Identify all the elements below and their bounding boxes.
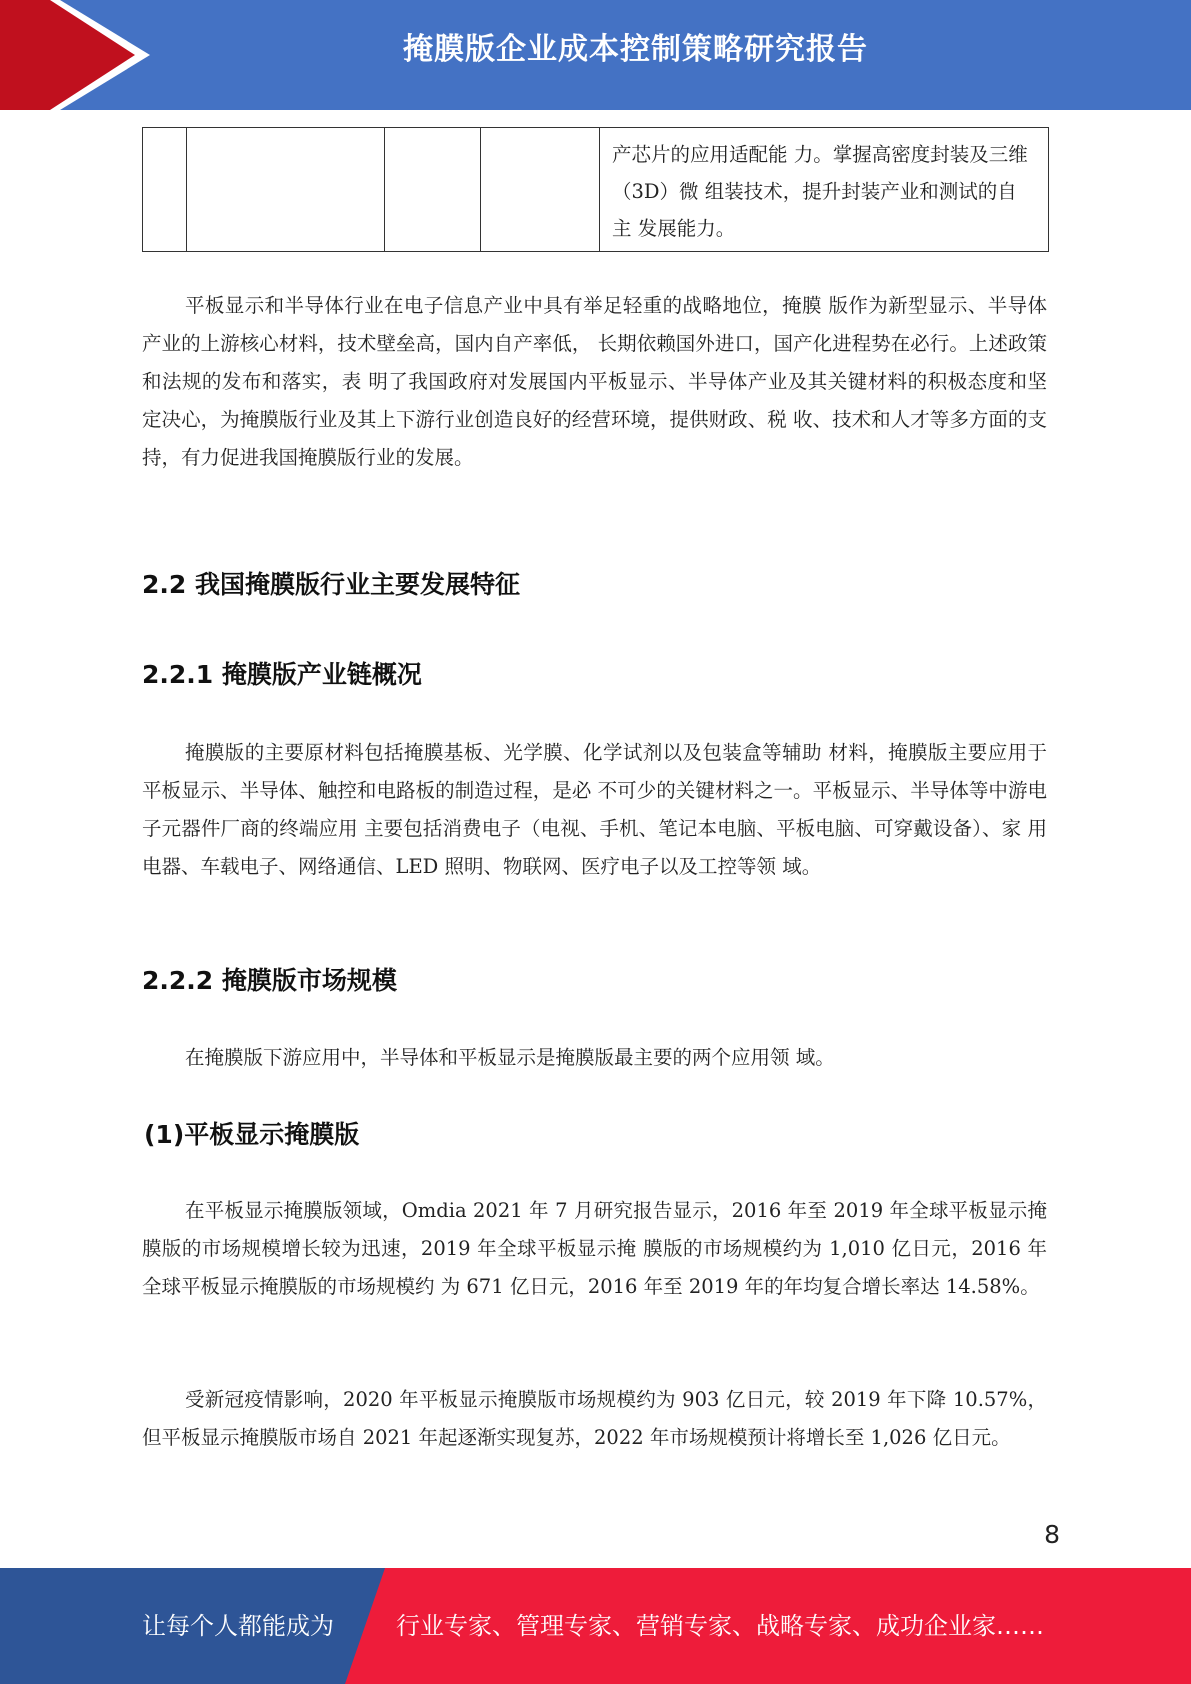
section-heading-2-2-1: 2.2.1 掩膜版产业链概况 (142, 660, 422, 689)
paragraph-policy-summary: 平板显示和半导体行业在电子信息产业中具有举足轻重的战略地位，掩膜 版作为新型显示、半导体产业的上游核心材料，技术壁垒高，国内自产率低， 长期依赖国外进口，国产化进程势在必行。上述政策和法规的发布和落实，表 明了我国政府对发展国内平板显示、半导体产业及其关键材料的积极态度和坚 定决心，为掩膜版行业及其上下游行业创造良好的经营环境，提供财政、税 收、技术和人才等多方面的支持，有力促进我国掩膜版行业的发展。 (142, 294, 1047, 469)
section-heading-2-2: 2.2 我国掩膜版行业主要发展特征 (142, 570, 520, 599)
paragraph-industry-chain: 掩膜版的主要原材料包括掩膜基板、光学膜、化学试剂以及包装盒等辅助 材料，掩膜版主要应用于平板显示、半导体、触控和电路板的制造过程，是必 不可少的关键材料之一。平板显示、半导体等中游电子元器件厂商的终端应用 主要包括消费电子（电视、手机、笔记本电脑、平板电脑、可穿戴设备）、家 用电器、车载电子、网络通信、LED 照明、物联网、医疗电子以及工控等领 域。 (142, 741, 1047, 878)
table-cell-text: 产芯片的应用适配能 力。掌握高密度封装及三维（3D）微 组装技术，提升封装产业和测试的自主 发展能力。 (600, 128, 1049, 252)
footer-slogan-right: 行业专家、管理专家、营销专家、战略专家、成功企业家…… (396, 1612, 1044, 1640)
table-row (143, 128, 1049, 252)
paragraph-covid-impact: 受新冠疫情影响，2020 年平板显示掩膜版市场规模约为 903 亿日元，较 2019 年下降 10.57%，但平板显示掩膜版市场自 2021 年起逐渐实现复苏，2022 年市场规模预计将增长至 1,026 亿日元。 (142, 1388, 1047, 1449)
report-title: 掩膜版企业成本控制策略研究报告 (403, 32, 868, 67)
paragraph-market-intro: 在掩膜版下游应用中，半导体和平板显示是掩膜版最主要的两个应用领 域。 (185, 1046, 835, 1069)
table-cell (385, 128, 481, 252)
section-heading-2-2-2: 2.2.2 掩膜版市场规模 (142, 966, 397, 995)
table-cell (481, 128, 600, 252)
page-number: 8 (1044, 1520, 1060, 1549)
page-footer (0, 1568, 1191, 1684)
paragraph-flat-panel-market: 在平板显示掩膜版领域，Omdia 2021 年 7 月研究报告显示，2016 年至 2019 年全球平板显示掩膜版的市场规模增长较为迅速，2019 年全球平板显示掩 膜版的市场规模约为 1,010 亿日元，2016 年全球平板显示掩膜版的市场规模约 为 671 亿日元，2016 年至 2019 年的年均复合增长率达 14.58%。 (142, 1199, 1047, 1298)
section-heading-flat-panel: (1)平板显示掩膜版 (144, 1120, 360, 1149)
table-cell (187, 128, 385, 252)
page-header (0, 0, 1191, 110)
table-cell (143, 128, 187, 252)
policy-table-continuation (142, 127, 1049, 252)
footer-slogan-left: 让每个人都能成为 (142, 1612, 334, 1640)
